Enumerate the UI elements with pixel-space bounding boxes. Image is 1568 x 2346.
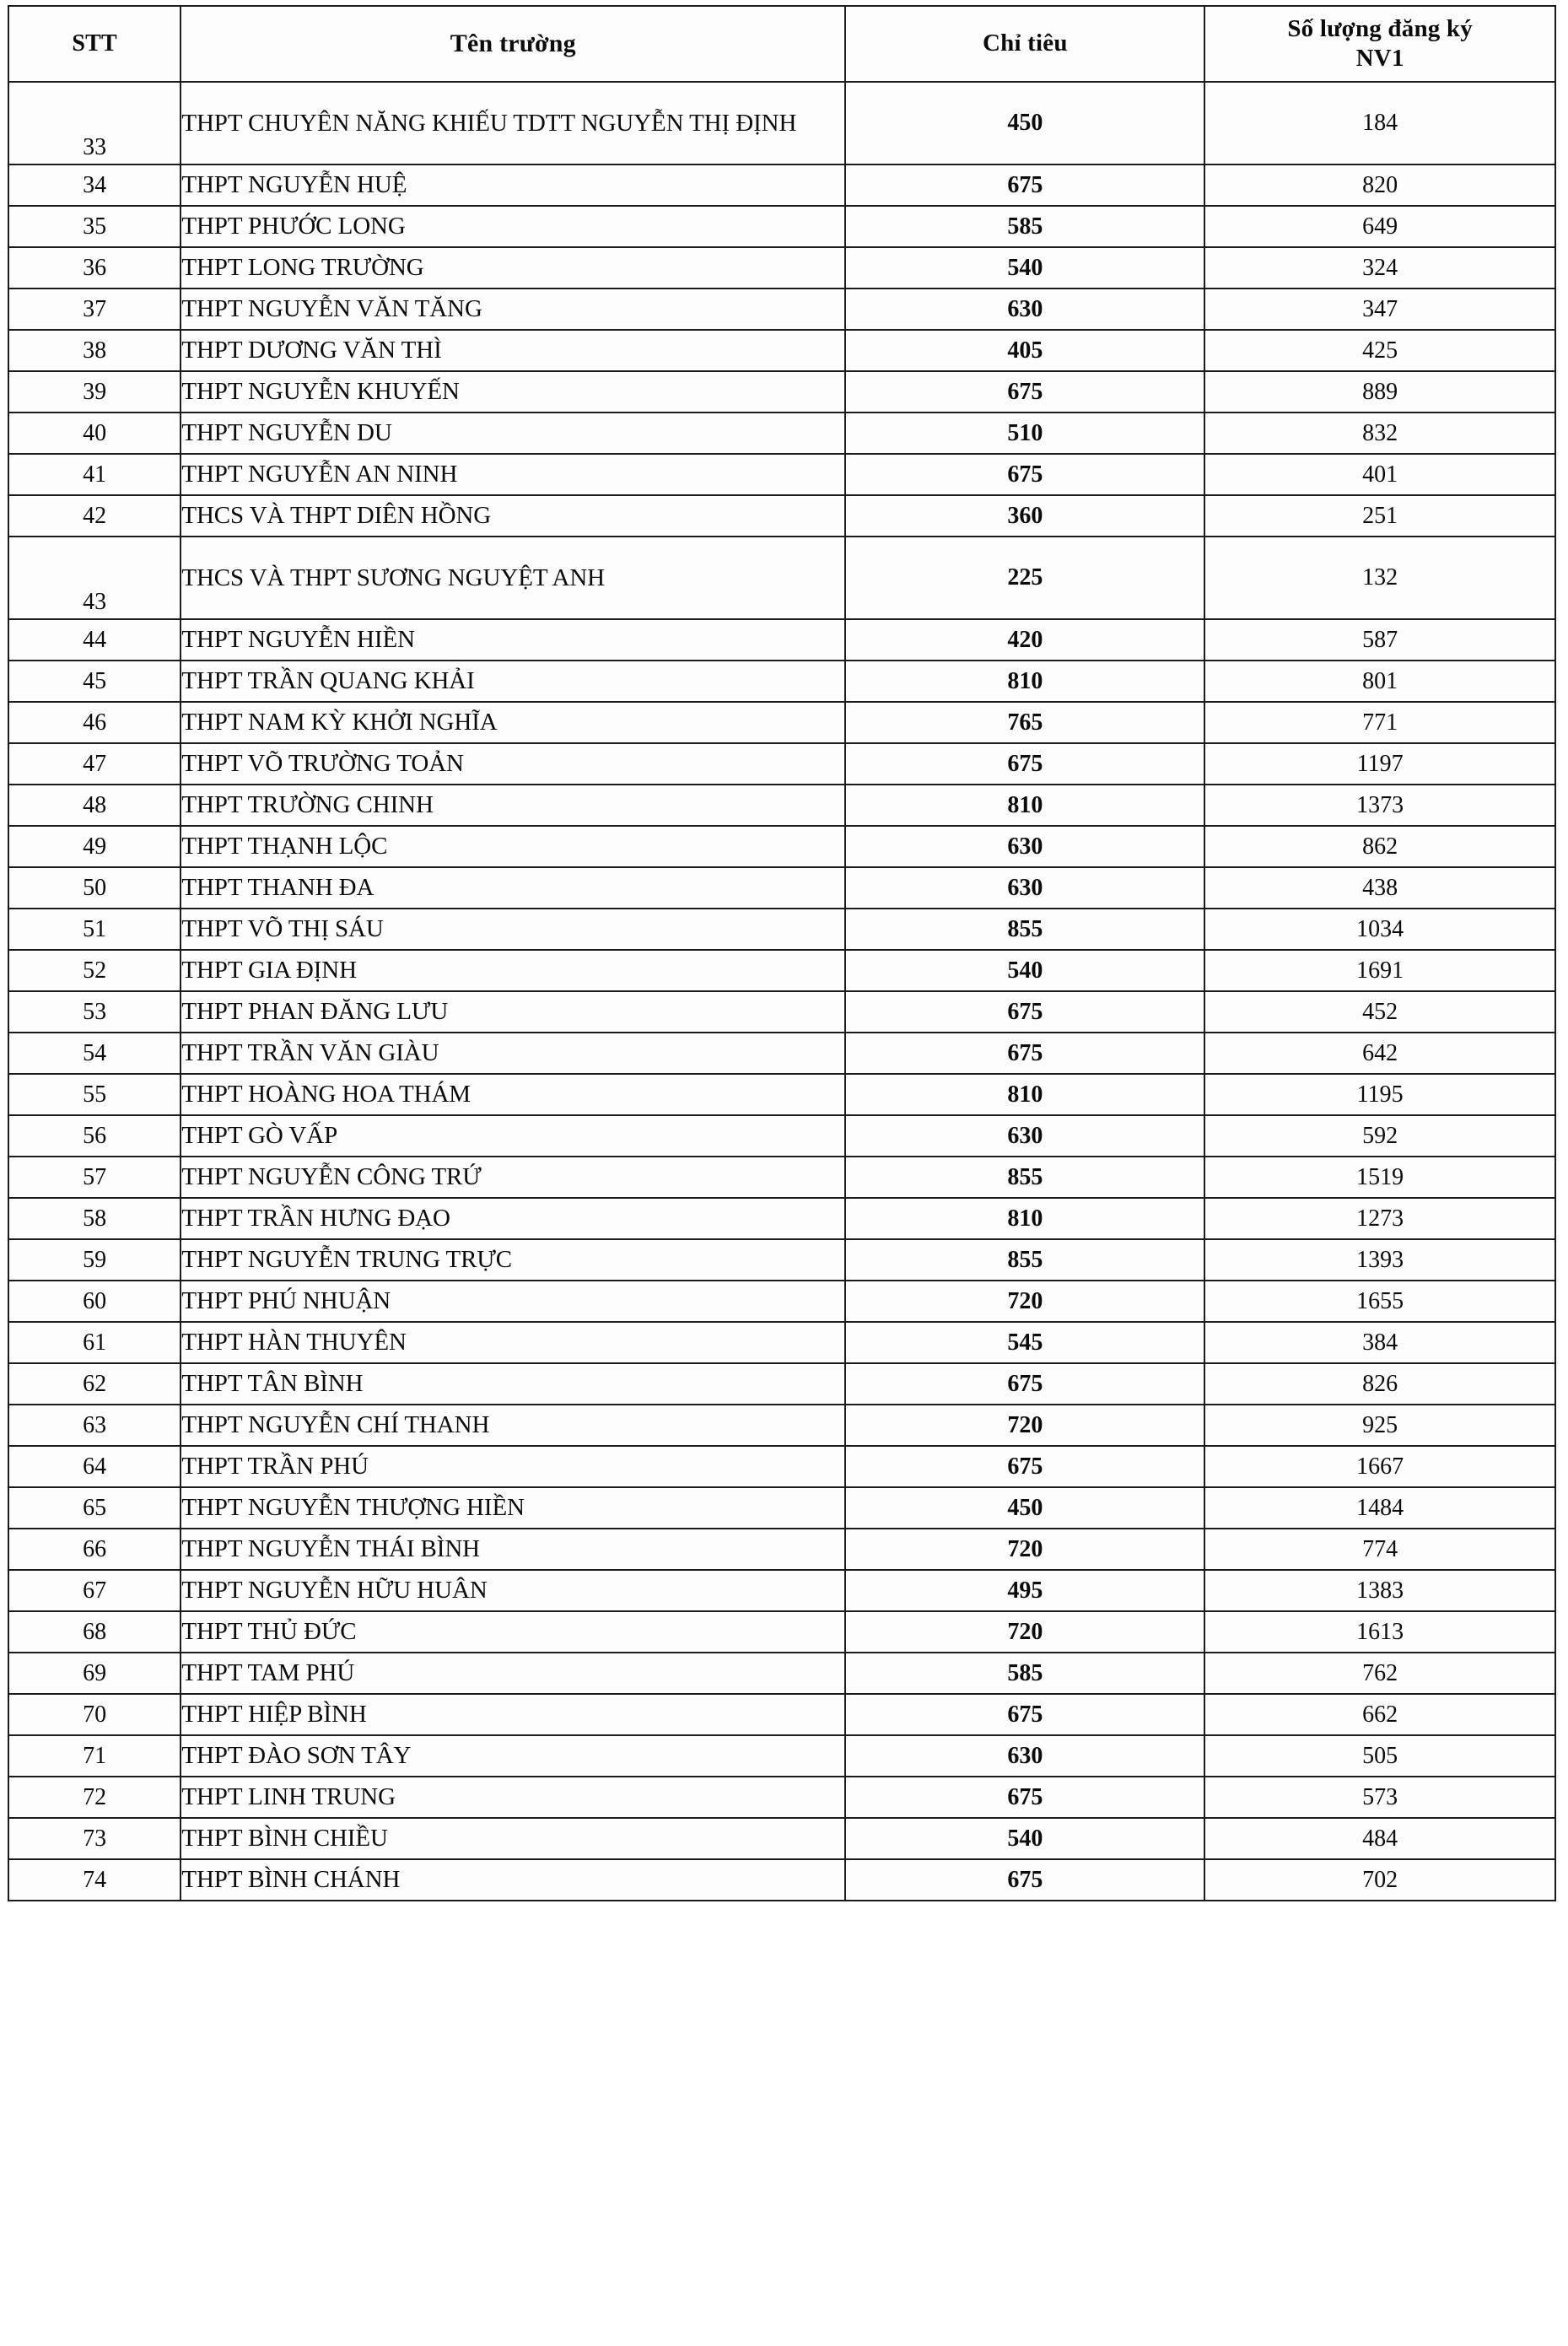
cell-stt: 34 — [8, 164, 181, 206]
cell-school-name: THPT NGUYỄN DU — [181, 413, 845, 454]
cell-school-name: THPT PHAN ĐĂNG LƯU — [181, 991, 845, 1033]
cell-school-name: THPT NGUYỄN VĂN TĂNG — [181, 289, 845, 330]
cell-school-name: THPT NGUYỄN TRUNG TRỰC — [181, 1239, 845, 1281]
cell-stt: 56 — [8, 1115, 181, 1157]
table-row — [8, 1157, 1555, 1198]
table-row — [8, 495, 1555, 537]
cell-school-name: THPT NGUYỄN THÁI BÌNH — [181, 1529, 845, 1570]
cell-registrations: 1383 — [1204, 1570, 1555, 1611]
table-row — [8, 867, 1555, 909]
cell-registrations: 324 — [1204, 247, 1555, 289]
cell-stt: 73 — [8, 1818, 181, 1859]
cell-stt: 51 — [8, 909, 181, 950]
column-header-stt: STT — [8, 6, 181, 82]
cell-registrations: 132 — [1204, 537, 1555, 619]
table-row — [8, 247, 1555, 289]
cell-quota: 405 — [845, 330, 1204, 371]
cell-quota: 675 — [845, 1363, 1204, 1405]
column-header-registrations-line2: NV1 — [1355, 45, 1404, 72]
table-row — [8, 289, 1555, 330]
cell-quota: 450 — [845, 82, 1204, 164]
column-header-registrations — [1204, 6, 1555, 82]
cell-registrations: 662 — [1204, 1694, 1555, 1735]
cell-stt: 53 — [8, 991, 181, 1033]
cell-registrations: 1034 — [1204, 909, 1555, 950]
table-row — [8, 454, 1555, 495]
cell-stt: 45 — [8, 661, 181, 702]
cell-quota: 510 — [845, 413, 1204, 454]
table-row — [8, 702, 1555, 743]
cell-quota: 675 — [845, 1694, 1204, 1735]
cell-registrations: 702 — [1204, 1859, 1555, 1901]
cell-stt: 70 — [8, 1694, 181, 1735]
cell-quota: 545 — [845, 1322, 1204, 1363]
cell-registrations: 774 — [1204, 1529, 1555, 1570]
cell-registrations: 505 — [1204, 1735, 1555, 1777]
cell-registrations: 425 — [1204, 330, 1555, 371]
table-row — [8, 743, 1555, 785]
table-row — [8, 1570, 1555, 1611]
table-row — [8, 1859, 1555, 1901]
cell-registrations: 1613 — [1204, 1611, 1555, 1653]
table-row — [8, 1529, 1555, 1570]
cell-school-name: THPT BÌNH CHIỀU — [181, 1818, 845, 1859]
table-row — [8, 371, 1555, 413]
cell-school-name: THPT CHUYÊN NĂNG KHIẾU TDTT NGUYỄN THỊ ĐỊNH — [181, 82, 845, 164]
cell-registrations: 820 — [1204, 164, 1555, 206]
cell-school-name: THPT TRƯỜNG CHINH — [181, 785, 845, 826]
cell-stt: 59 — [8, 1239, 181, 1281]
cell-registrations: 801 — [1204, 661, 1555, 702]
table-row — [8, 330, 1555, 371]
cell-quota: 675 — [845, 1859, 1204, 1901]
cell-registrations: 642 — [1204, 1033, 1555, 1074]
cell-school-name: THPT TÂN BÌNH — [181, 1363, 845, 1405]
table-row — [8, 1363, 1555, 1405]
cell-quota: 720 — [845, 1529, 1204, 1570]
cell-quota: 225 — [845, 537, 1204, 619]
table-row — [8, 1735, 1555, 1777]
cell-stt: 63 — [8, 1405, 181, 1446]
cell-school-name: THPT VÕ THỊ SÁU — [181, 909, 845, 950]
cell-stt: 36 — [8, 247, 181, 289]
cell-school-name: THPT VÕ TRƯỜNG TOẢN — [181, 743, 845, 785]
cell-stt: 61 — [8, 1322, 181, 1363]
cell-school-name: THPT THANH ĐA — [181, 867, 845, 909]
column-header-registrations-line1: Số lượng đăng ký — [1287, 14, 1473, 42]
cell-quota: 675 — [845, 454, 1204, 495]
cell-stt: 67 — [8, 1570, 181, 1611]
cell-school-name: THPT TRẦN VĂN GIÀU — [181, 1033, 845, 1074]
cell-quota: 360 — [845, 495, 1204, 537]
cell-school-name: THPT NGUYỄN CHÍ THANH — [181, 1405, 845, 1446]
table-row — [8, 1818, 1555, 1859]
cell-registrations: 925 — [1204, 1405, 1555, 1446]
cell-quota: 675 — [845, 991, 1204, 1033]
cell-school-name: THPT TAM PHÚ — [181, 1653, 845, 1694]
cell-quota: 675 — [845, 1446, 1204, 1487]
cell-school-name: THPT HIỆP BÌNH — [181, 1694, 845, 1735]
cell-quota: 630 — [845, 1735, 1204, 1777]
cell-quota: 765 — [845, 702, 1204, 743]
cell-stt: 58 — [8, 1198, 181, 1239]
cell-registrations: 762 — [1204, 1653, 1555, 1694]
cell-school-name: THPT NAM KỲ KHỞI NGHĨA — [181, 702, 845, 743]
cell-school-name: THPT NGUYỄN AN NINH — [181, 454, 845, 495]
table-row — [8, 785, 1555, 826]
cell-quota: 675 — [845, 1033, 1204, 1074]
cell-stt: 43 — [8, 537, 181, 619]
table-row — [8, 826, 1555, 867]
cell-quota: 420 — [845, 619, 1204, 661]
cell-registrations: 587 — [1204, 619, 1555, 661]
cell-stt: 46 — [8, 702, 181, 743]
cell-school-name: THPT HOÀNG HOA THÁM — [181, 1074, 845, 1115]
cell-stt: 55 — [8, 1074, 181, 1115]
cell-quota: 630 — [845, 867, 1204, 909]
cell-stt: 49 — [8, 826, 181, 867]
cell-registrations: 1519 — [1204, 1157, 1555, 1198]
cell-stt: 41 — [8, 454, 181, 495]
cell-registrations: 862 — [1204, 826, 1555, 867]
cell-stt: 57 — [8, 1157, 181, 1198]
cell-quota: 675 — [845, 743, 1204, 785]
cell-school-name: THPT ĐÀO SƠN TÂY — [181, 1735, 845, 1777]
cell-school-name: THPT LINH TRUNG — [181, 1777, 845, 1818]
cell-quota: 540 — [845, 950, 1204, 991]
cell-quota: 540 — [845, 1818, 1204, 1859]
cell-registrations: 452 — [1204, 991, 1555, 1033]
cell-quota: 540 — [845, 247, 1204, 289]
cell-stt: 44 — [8, 619, 181, 661]
cell-registrations: 832 — [1204, 413, 1555, 454]
cell-quota: 450 — [845, 1487, 1204, 1529]
table-row — [8, 991, 1555, 1033]
cell-school-name: THPT GÒ VẤP — [181, 1115, 845, 1157]
cell-registrations: 573 — [1204, 1777, 1555, 1818]
cell-stt: 33 — [8, 82, 181, 164]
cell-school-name: THPT THẠNH LỘC — [181, 826, 845, 867]
cell-registrations: 251 — [1204, 495, 1555, 537]
cell-school-name: THPT NGUYỄN THƯỢNG HIỀN — [181, 1487, 845, 1529]
cell-quota: 855 — [845, 909, 1204, 950]
table-row — [8, 909, 1555, 950]
cell-stt: 47 — [8, 743, 181, 785]
cell-school-name: THPT TRẦN QUANG KHẢI — [181, 661, 845, 702]
cell-stt: 40 — [8, 413, 181, 454]
table-row — [8, 661, 1555, 702]
cell-registrations: 1655 — [1204, 1281, 1555, 1322]
table-row — [8, 1115, 1555, 1157]
cell-school-name: THPT GIA ĐỊNH — [181, 950, 845, 991]
cell-quota: 810 — [845, 661, 1204, 702]
cell-school-name: THPT NGUYỄN CÔNG TRỨ — [181, 1157, 845, 1198]
cell-quota: 810 — [845, 1198, 1204, 1239]
cell-school-name: THPT THỦ ĐỨC — [181, 1611, 845, 1653]
cell-registrations: 401 — [1204, 454, 1555, 495]
cell-quota: 720 — [845, 1281, 1204, 1322]
cell-registrations: 384 — [1204, 1322, 1555, 1363]
cell-stt: 37 — [8, 289, 181, 330]
cell-registrations: 1373 — [1204, 785, 1555, 826]
cell-quota: 630 — [845, 289, 1204, 330]
cell-registrations: 1484 — [1204, 1487, 1555, 1529]
cell-stt: 74 — [8, 1859, 181, 1901]
cell-school-name: THPT NGUYỄN HIỀN — [181, 619, 845, 661]
column-header-name: Tên trường — [181, 6, 845, 82]
cell-school-name: THPT NGUYỄN HỮU HUÂN — [181, 1570, 845, 1611]
cell-quota: 720 — [845, 1405, 1204, 1446]
table-row — [8, 1611, 1555, 1653]
cell-school-name: THPT PHÚ NHUẬN — [181, 1281, 845, 1322]
cell-quota: 675 — [845, 371, 1204, 413]
cell-school-name: THPT BÌNH CHÁNH — [181, 1859, 845, 1901]
cell-quota: 855 — [845, 1239, 1204, 1281]
school-registration-table — [8, 5, 1556, 1901]
cell-registrations: 592 — [1204, 1115, 1555, 1157]
table-row — [8, 1239, 1555, 1281]
cell-registrations: 771 — [1204, 702, 1555, 743]
cell-stt: 38 — [8, 330, 181, 371]
cell-registrations: 1195 — [1204, 1074, 1555, 1115]
cell-school-name: THPT TRẦN PHÚ — [181, 1446, 845, 1487]
cell-quota: 675 — [845, 1777, 1204, 1818]
cell-registrations: 1667 — [1204, 1446, 1555, 1487]
table-row — [8, 1446, 1555, 1487]
cell-quota: 810 — [845, 785, 1204, 826]
cell-stt: 42 — [8, 495, 181, 537]
table-body — [8, 82, 1555, 1901]
cell-quota: 585 — [845, 206, 1204, 247]
cell-stt: 69 — [8, 1653, 181, 1694]
cell-school-name: THPT HÀN THUYÊN — [181, 1322, 845, 1363]
table-row — [8, 1653, 1555, 1694]
cell-stt: 62 — [8, 1363, 181, 1405]
table-row — [8, 1487, 1555, 1529]
cell-registrations: 1273 — [1204, 1198, 1555, 1239]
cell-school-name: THPT NGUYỄN HUỆ — [181, 164, 845, 206]
table-row — [8, 413, 1555, 454]
cell-quota: 675 — [845, 164, 1204, 206]
cell-stt: 54 — [8, 1033, 181, 1074]
cell-quota: 720 — [845, 1611, 1204, 1653]
table-row — [8, 1074, 1555, 1115]
cell-school-name: THPT DƯƠNG VĂN THÌ — [181, 330, 845, 371]
table-row — [8, 1198, 1555, 1239]
cell-stt: 72 — [8, 1777, 181, 1818]
table-row — [8, 1281, 1555, 1322]
cell-quota: 855 — [845, 1157, 1204, 1198]
cell-registrations: 347 — [1204, 289, 1555, 330]
cell-quota: 810 — [845, 1074, 1204, 1115]
cell-registrations: 889 — [1204, 371, 1555, 413]
cell-registrations: 438 — [1204, 867, 1555, 909]
cell-registrations: 184 — [1204, 82, 1555, 164]
cell-school-name: THPT PHƯỚC LONG — [181, 206, 845, 247]
cell-stt: 50 — [8, 867, 181, 909]
table-row — [8, 537, 1555, 619]
cell-stt: 65 — [8, 1487, 181, 1529]
cell-stt: 48 — [8, 785, 181, 826]
cell-stt: 60 — [8, 1281, 181, 1322]
table-row — [8, 1694, 1555, 1735]
document-page — [0, 5, 1568, 2346]
cell-registrations: 1393 — [1204, 1239, 1555, 1281]
cell-quota: 630 — [845, 1115, 1204, 1157]
cell-school-name: THPT NGUYỄN KHUYẾN — [181, 371, 845, 413]
cell-stt: 52 — [8, 950, 181, 991]
cell-quota: 495 — [845, 1570, 1204, 1611]
table-header — [8, 6, 1555, 82]
table-row — [8, 1405, 1555, 1446]
cell-stt: 35 — [8, 206, 181, 247]
cell-school-name: THCS VÀ THPT SƯƠNG NGUYỆT ANH — [181, 537, 845, 619]
table-row — [8, 619, 1555, 661]
cell-stt: 71 — [8, 1735, 181, 1777]
cell-school-name: THPT LONG TRƯỜNG — [181, 247, 845, 289]
table-row — [8, 82, 1555, 164]
cell-registrations: 484 — [1204, 1818, 1555, 1859]
table-row — [8, 206, 1555, 247]
cell-quota: 630 — [845, 826, 1204, 867]
cell-school-name: THCS VÀ THPT DIÊN HỒNG — [181, 495, 845, 537]
cell-registrations: 826 — [1204, 1363, 1555, 1405]
table-row — [8, 1777, 1555, 1818]
table-row — [8, 950, 1555, 991]
table-row — [8, 164, 1555, 206]
cell-school-name: THPT TRẦN HƯNG ĐẠO — [181, 1198, 845, 1239]
cell-stt: 66 — [8, 1529, 181, 1570]
column-header-quota: Chỉ tiêu — [845, 6, 1204, 82]
cell-registrations: 649 — [1204, 206, 1555, 247]
table-row — [8, 1322, 1555, 1363]
table-row — [8, 1033, 1555, 1074]
cell-stt: 39 — [8, 371, 181, 413]
cell-stt: 68 — [8, 1611, 181, 1653]
cell-registrations: 1197 — [1204, 743, 1555, 785]
cell-quota: 585 — [845, 1653, 1204, 1694]
cell-stt: 64 — [8, 1446, 181, 1487]
table-header-row — [8, 6, 1555, 82]
cell-registrations: 1691 — [1204, 950, 1555, 991]
